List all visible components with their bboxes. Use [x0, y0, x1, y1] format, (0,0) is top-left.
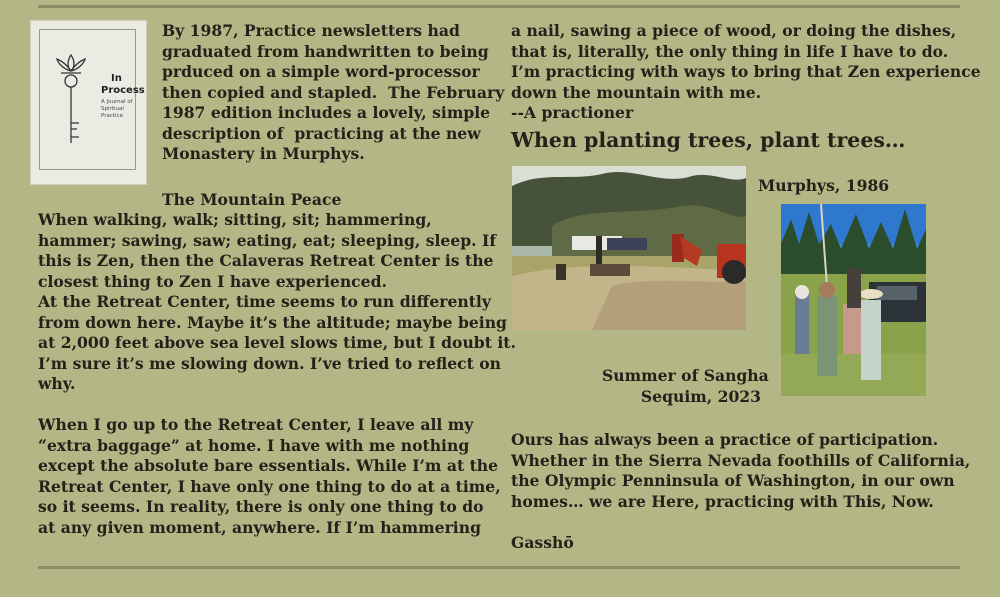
bottom-rule: [38, 566, 960, 569]
cover-title-line1: In: [111, 73, 122, 84]
signoff: Gasshō: [511, 533, 574, 552]
closing-paragraph: Ours has always been a practice of participation. Whether in the Sierra Nevada foothills of California, the Olympic Penninsula of Washington, in our own homes… we are Here, practicing with This, Now.: [511, 430, 971, 511]
lotus-key-icon: [53, 51, 89, 151]
intro-paragraph: By 1987, Practice newsletters had graduated from handwritten to being prduced on a simple word-processor then copied and stapled. The February 1987 edition includes a lovely, simple description of practicing at the new Monastery in Murphys.: [162, 21, 505, 163]
caption-murphys: Murphys, 1986: [758, 176, 890, 195]
sequim-photo: [781, 204, 926, 396]
article-title: The Mountain Peace: [162, 190, 342, 209]
section-heading: When planting trees, plant trees…: [511, 128, 906, 152]
article-body-left: When walking, walk; sitting, sit; hammering, hammer; sawing, saw; eating, eat; sleeping, sleep. If this is Zen, then the Calaveras Retreat Center is the closest thing to Zen I have experienced. At the Retreat Center, time seems to run differently from down here. Maybe it’s the altitude; maybe being at 2,000 feet above sea level slows time, but I doubt it. I’m sure it’s me slowing down. I’ve tried to reflect on why. When I go up to the Retreat Center, I leave all my “extra baggage” at home. I have with me nothing except the absolute bare essentials. While I’m at the Retreat Center, I have only one thing to do at a time, so it seems. In reality, there is only one thing to do at any given moment, anywhere. If I’m hammering: [38, 210, 516, 537]
article-body-right: a nail, sawing a piece of wood, or doing the dishes, that is, literally, the only thing in life I have to do. I’m practicing with ways to bring that Zen experience down the mountain with me. --A practioner: [511, 21, 981, 122]
newsletter-cover-image: [30, 20, 147, 185]
caption-sequim: Summer of Sangha Sequim, 2023: [602, 366, 769, 406]
murphys-photo: [512, 166, 746, 330]
cover-title-line2: Process: [101, 85, 145, 96]
top-rule: [38, 5, 960, 8]
cover-subtitle: A Journal of Spiritual Practice: [101, 99, 133, 119]
